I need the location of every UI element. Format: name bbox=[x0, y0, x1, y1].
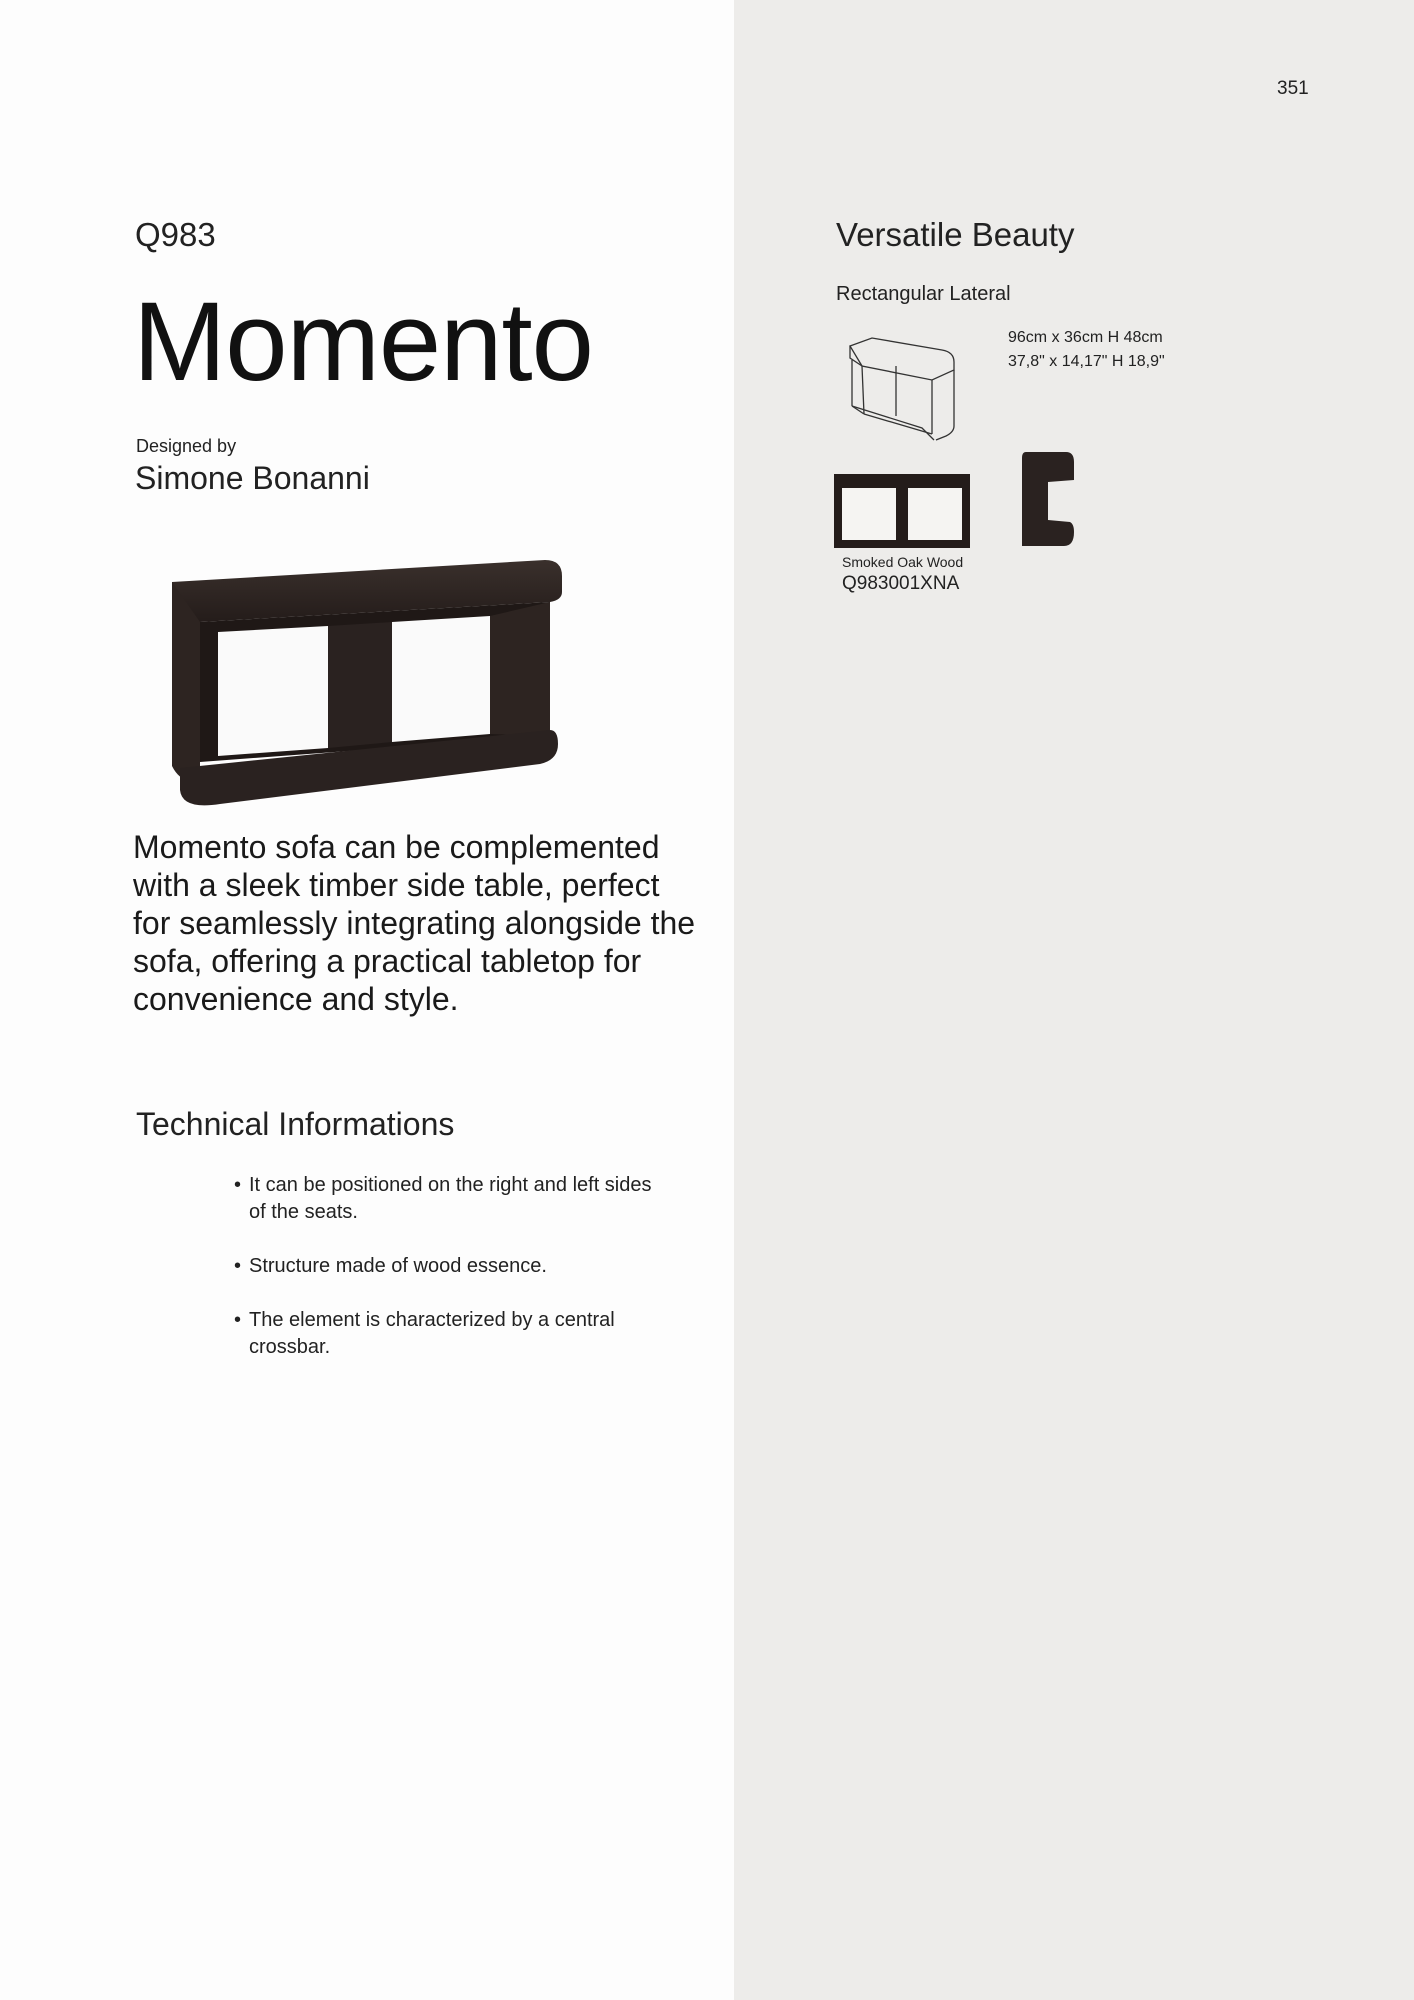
bullet-text: It can be positioned on the right and left sides of the seats. bbox=[249, 1174, 652, 1223]
bullet-dot: • bbox=[234, 1309, 242, 1331]
finish-name: Smoked Oak Wood bbox=[842, 554, 964, 570]
technical-bullets bbox=[234, 1172, 654, 1388]
designer-name: Simone Bonanni bbox=[135, 460, 370, 496]
bullet-text: The element is characterized by a central crossbar. bbox=[249, 1309, 615, 1358]
bullet-item bbox=[234, 1253, 654, 1280]
dimensions-metric: 96cm x 36cm H 48cm bbox=[1008, 329, 1163, 346]
side-view-icon bbox=[1018, 452, 1076, 548]
front-view-icon bbox=[834, 474, 970, 548]
bullet-text: Structure made of wood essence. bbox=[249, 1255, 547, 1277]
dimensions-imperial: 37,8" x 14,17" H 18,9" bbox=[1008, 353, 1165, 370]
line-drawing-icon bbox=[846, 336, 958, 442]
designed-by-label: Designed by bbox=[136, 436, 237, 456]
product-description: Momento sofa can be complemented with a sleek timber side table, perfect for seamlessly integrating alongside the sofa, offering a practical tabletop for convenience and style. bbox=[133, 829, 696, 1017]
bullet-dot: • bbox=[234, 1255, 242, 1277]
bullet-dot: • bbox=[234, 1174, 242, 1196]
variant-label: Rectangular Lateral bbox=[836, 283, 1011, 305]
dimensions bbox=[1008, 326, 1165, 374]
side-table-photo bbox=[160, 540, 580, 830]
bullet-item bbox=[234, 1172, 654, 1226]
product-title: Momento bbox=[133, 279, 593, 404]
page-number: 351 bbox=[1277, 78, 1309, 99]
bullet-item bbox=[234, 1307, 654, 1361]
product-code: Q983 bbox=[135, 216, 216, 253]
section-title: Versatile Beauty bbox=[836, 216, 1075, 253]
technical-title: Technical Informations bbox=[136, 1106, 455, 1142]
finish-code: Q983001XNA bbox=[842, 573, 960, 594]
